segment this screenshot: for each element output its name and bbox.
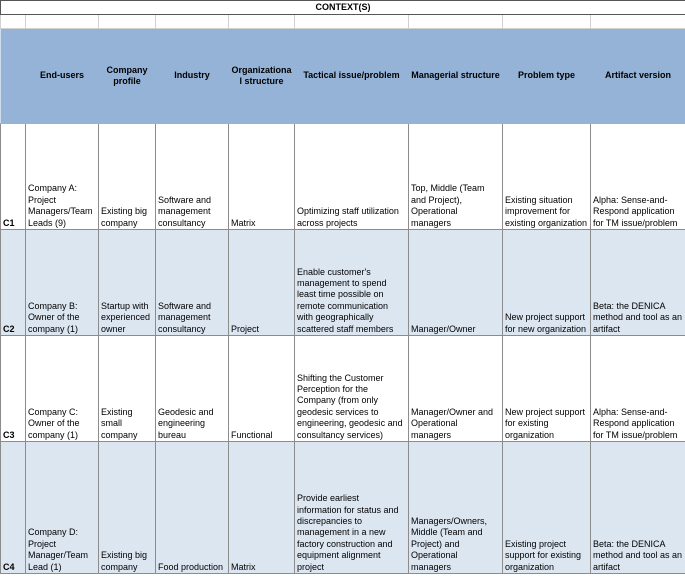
title-row — [1, 1, 685, 15]
table-row — [1, 230, 685, 336]
cell-managerial-structure: Manager/Owner — [409, 230, 503, 336]
column-header-organizational-structure: Organizational structure — [229, 29, 295, 124]
cell-industry: Food production — [156, 442, 229, 574]
column-header-end-users: End-users — [26, 29, 99, 124]
header-row — [1, 29, 685, 124]
cell-end-users: Company C: Owner of the company (1) — [26, 336, 99, 442]
row-id: C4 — [1, 442, 26, 574]
table-row — [1, 442, 685, 574]
table-title: CONTEXT(S) — [1, 1, 685, 15]
cell-managerial-structure: Top, Middle (Team and Project), Operational managers — [409, 124, 503, 230]
row-id: C2 — [1, 230, 26, 336]
cell-problem-type: New project support for new organization — [503, 230, 591, 336]
cell-tactical-issue: Provide earliest information for status and discrepancies to management in a new factory construction and equipment alignment project — [295, 442, 409, 574]
cell-problem-type: Existing situation improvement for existing organization — [503, 124, 591, 230]
cell-tactical-issue: Enable customer's management to spend least time possible on remote communication with geographically scattered staff members — [295, 230, 409, 336]
cell-artifact-version: Beta: the DENICA method and tool as an artifact — [591, 442, 685, 574]
cell-artifact-version: Beta: the DENICA method and tool as an artifact — [591, 230, 685, 336]
cell-tactical-issue: Shifting the Customer Perception for the Company (from only geodesic services to engineering, geodesic and consultancy services) — [295, 336, 409, 442]
cell-tactical-issue: Optimizing staff utilization across projects — [295, 124, 409, 230]
cell-problem-type: Existing project support for existing organization — [503, 442, 591, 574]
cell-artifact-version: Alpha: Sense-and-Respond application for TM issue/problem — [591, 336, 685, 442]
cell-end-users: Company A: Project Managers/Team Leads (9) — [26, 124, 99, 230]
cell-problem-type: New project support for existing organization — [503, 336, 591, 442]
column-header-tactical-issue: Tactical issue/problem — [295, 29, 409, 124]
cell-end-users: Company D: Project Manager/Team Lead (1) — [26, 442, 99, 574]
cell-company-profile: Startup with experienced owner — [99, 230, 156, 336]
row-id: C3 — [1, 336, 26, 442]
cell-org-structure: Matrix — [229, 124, 295, 230]
spacer-row — [1, 15, 685, 29]
cell-end-users: Company B: Owner of the company (1) — [26, 230, 99, 336]
cell-company-profile: Existing big company — [99, 442, 156, 574]
cell-managerial-structure: Manager/Owner and Operational managers — [409, 336, 503, 442]
cell-company-profile: Existing small company — [99, 336, 156, 442]
cell-industry: Software and management consultancy — [156, 124, 229, 230]
row-id: C1 — [1, 124, 26, 230]
column-header-problem-type: Problem type — [503, 29, 591, 124]
cell-company-profile: Existing big company — [99, 124, 156, 230]
cell-industry: Software and management consultancy — [156, 230, 229, 336]
column-header-id — [1, 29, 26, 124]
cell-org-structure: Functional — [229, 336, 295, 442]
cell-org-structure: Matrix — [229, 442, 295, 574]
table-row — [1, 336, 685, 442]
cell-industry: Geodesic and engineering bureau — [156, 336, 229, 442]
cell-artifact-version: Alpha: Sense-and-Respond application for TM issue/problem — [591, 124, 685, 230]
column-header-artifact-version: Artifact version — [591, 29, 685, 124]
table-row — [1, 124, 685, 230]
cell-org-structure: Project — [229, 230, 295, 336]
cell-managerial-structure: Managers/Owners, Middle (Team and Project) and Operational managers — [409, 442, 503, 574]
column-header-industry: Industry — [156, 29, 229, 124]
column-header-managerial-structure: Managerial structure — [409, 29, 503, 124]
column-header-company-profile: Company profile — [99, 29, 156, 124]
